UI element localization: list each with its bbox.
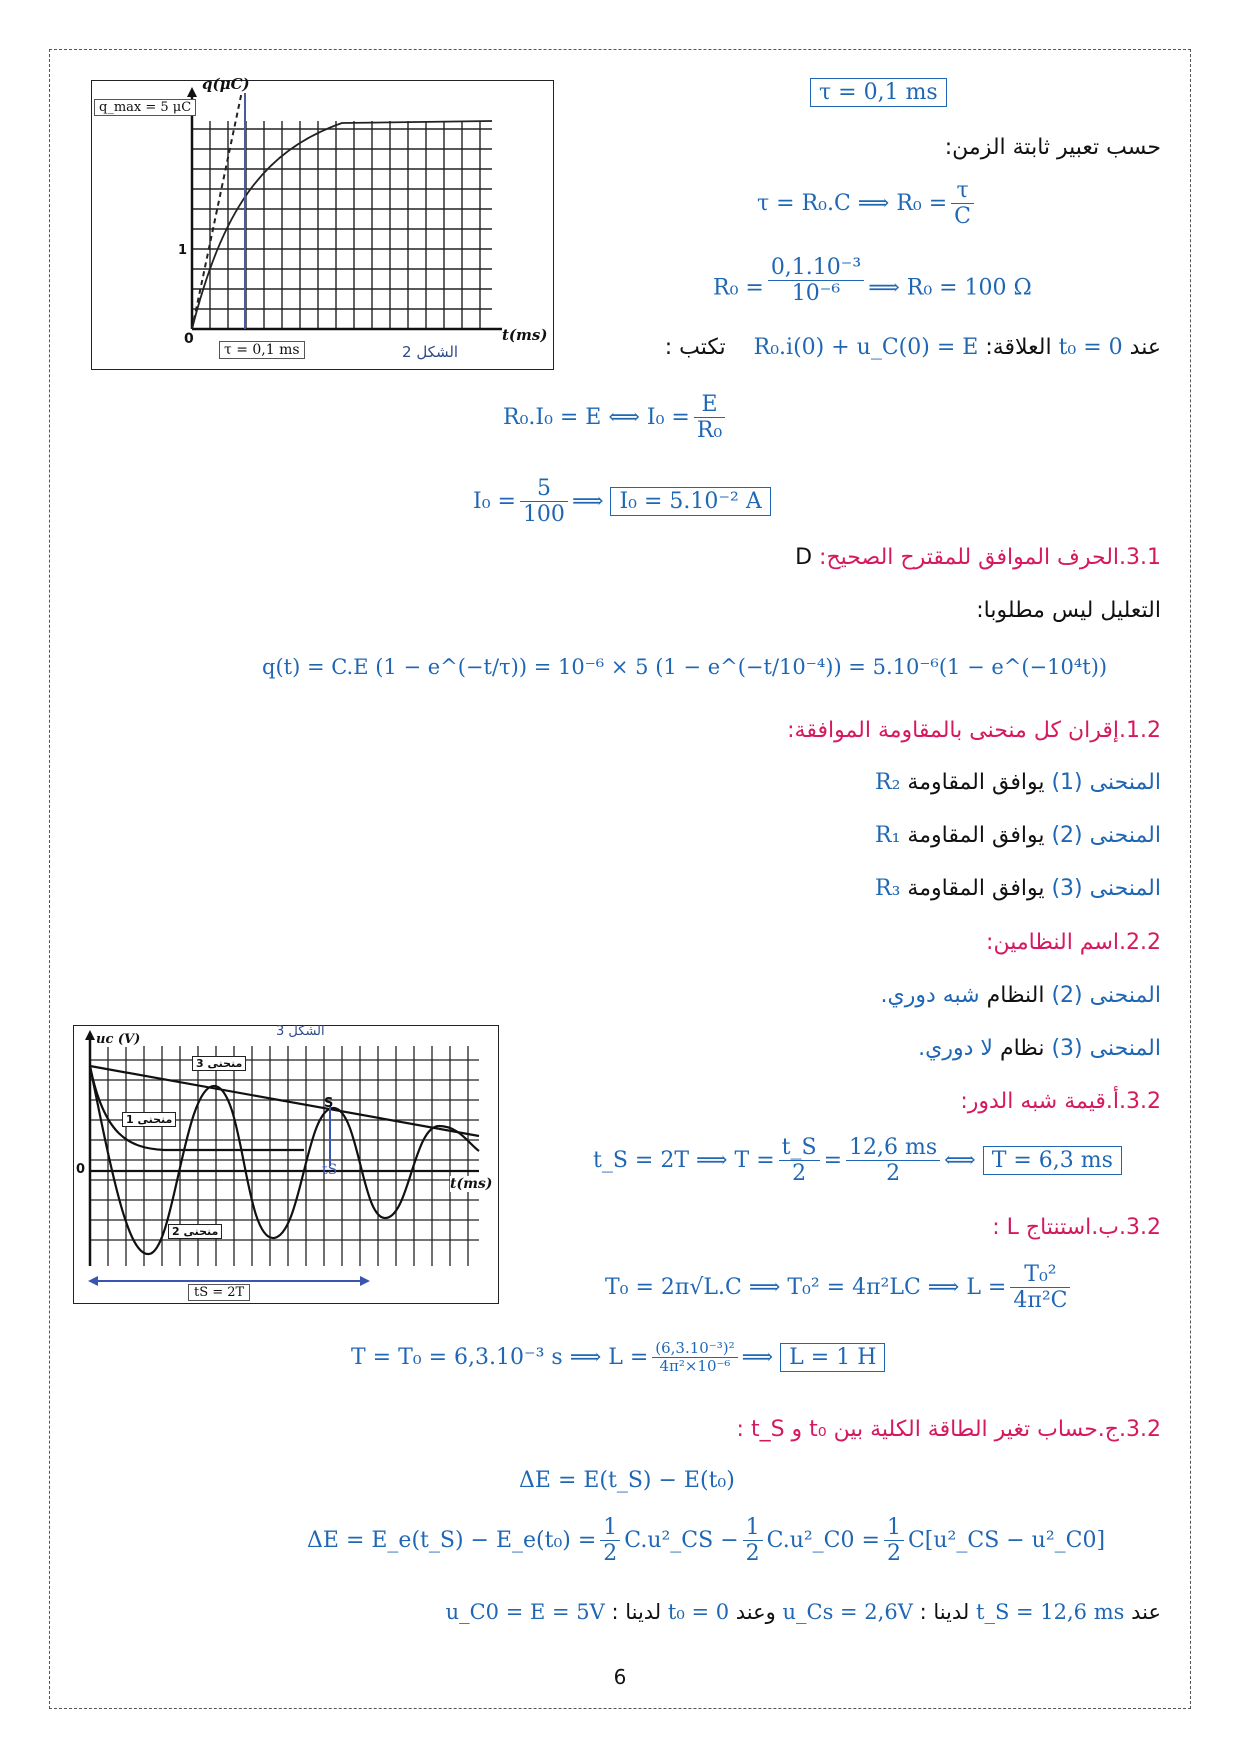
eq-L2 [351, 1340, 885, 1376]
curve2-word: المنحنى [1089, 823, 1161, 848]
eq-L2-box: L = 1 H [780, 1343, 885, 1372]
q12-title: 1.2.إقران كل منحنى بالمقاومة الموافقة: [787, 718, 1161, 743]
eq-r0 [713, 255, 1032, 307]
eq-i0v-arrow: ⟹ [571, 488, 604, 514]
figure-2-qmax: q_max = 5 μC [94, 99, 196, 116]
figure-3-curve1-label: منحنى 1 [122, 1112, 176, 1127]
eq-T-den1: 2 [792, 1161, 807, 1187]
regime2-num: (2) [1051, 983, 1083, 1008]
eq-i0v-box: I₀ = 5.10⁻² A [610, 487, 770, 516]
figure-3-ylabel: uc (V) [96, 1032, 141, 1047]
eq-L1-lhs: T₀ = 2π√L.C ⟹ T₀² = 4π²LC ⟹ L = [605, 1274, 1007, 1300]
relation-suffix: تكتب : [664, 335, 726, 360]
eq-i0v-den: 100 [522, 502, 565, 528]
justification: التعليل ليس مطلوبا: [976, 598, 1161, 623]
last-uc0: u_C0 = E = 5V [445, 1600, 605, 1624]
curve1-word: المنحنى [1089, 770, 1161, 795]
curve1-match [875, 770, 1161, 795]
eq-tau-num: τ [951, 178, 974, 204]
eq-i0v-num: 5 [520, 476, 568, 502]
curve3-num: (3) [1051, 876, 1083, 901]
q32c-title: 3.2.ج.حساب تغير الطاقة الكلية بين t₀ و t_S : [736, 1417, 1161, 1442]
eq-i0v-lhs: I₀ = [473, 488, 516, 514]
figure-2-caption: الشكل 2 [402, 343, 459, 361]
eq-T-num2: 12,6 ms [846, 1135, 940, 1161]
regime3-num: (3) [1051, 1036, 1083, 1061]
figure-3-ts-label: tS = 2T [188, 1284, 250, 1301]
eq-qt: q(t) = C.E (1 − e^(−t/τ)) = 10⁻⁶ × 5 (1 − e^(−t/10⁻⁴)) = 5.10⁻⁶(1 − e^(−10⁴t)) [262, 655, 1108, 679]
last-at: عند [1131, 1600, 1161, 1624]
curve3-matches: يوافق المقاومة [907, 876, 1045, 901]
eq-L1-num: T₀² [1010, 1262, 1070, 1288]
eq-dE2-c: C.u²_C0 = [766, 1527, 880, 1553]
eq-T-eq: = [823, 1147, 842, 1173]
eq-dE2-half-1: 1 [600, 1515, 620, 1541]
eq-dE2-two-3: 2 [886, 1541, 901, 1567]
curve2-matches: يوافق المقاومة [907, 823, 1045, 848]
eq-i0-value [473, 476, 771, 528]
eq-i0-lhs: R₀.I₀ = E ⟺ I₀ = [503, 404, 690, 430]
eq-tau [757, 178, 978, 230]
curve1-r: R₂ [875, 770, 901, 795]
eq-dE2-half-2: 1 [743, 1515, 763, 1541]
eq-T-num1: t_S [779, 1135, 820, 1161]
curve2-r: R₁ [875, 823, 901, 848]
eq-T-lhs: t_S = 2T ⟹ T = [593, 1147, 775, 1173]
tau-result-box: τ = 0,1 ms [810, 78, 947, 107]
eq-L1-den: 4π²C [1013, 1288, 1068, 1314]
relation-line [665, 335, 1161, 360]
relation-t0: t₀ = 0 [1058, 335, 1123, 360]
last-have2: لدينا : [611, 1600, 662, 1624]
curve2-num: (2) [1051, 823, 1083, 848]
eq-T-arrow: ⟺ [944, 1147, 976, 1173]
relation-prefix: عند [1129, 335, 1161, 360]
figure-2-ylabel: q(μC) [202, 75, 250, 93]
figure-3 [73, 1025, 499, 1304]
eq-r0-num: 0,1.10⁻³ [768, 255, 864, 281]
curve3-r: R₃ [875, 876, 901, 901]
eq-T-den2: 2 [886, 1161, 901, 1187]
eq-i0-den: R₀ [696, 418, 723, 444]
eq-i0 [503, 392, 729, 444]
figure-3-xlabel: t(ms) [450, 1176, 493, 1192]
relation-eq: R₀.i(0) + u_C(0) = E [753, 335, 979, 360]
eq-dE2-a: ΔE = E_e(t_S) − E_e(t₀) = [307, 1527, 597, 1553]
figure-3-point-s: S [324, 1096, 334, 1111]
regime3-value: لا دوري. [918, 1036, 993, 1061]
curve1-num: (1) [1051, 770, 1083, 795]
q32b-title: 3.2.ب.استنتاج L : [992, 1215, 1161, 1240]
figure-3-caption: الشكل 3 [276, 1024, 325, 1039]
regime2-curve-word: المنحنى [1089, 983, 1161, 1008]
figure-2-tau: τ = 0,1 ms [219, 341, 305, 359]
eq-r0-rhs: ⟹ R₀ = 100 Ω [868, 275, 1032, 301]
time-constant-intro: حسب تعبير ثابتة الزمن: [944, 135, 1161, 160]
last-ts: t_S = 12,6 ms [976, 1600, 1125, 1624]
eq-T-box: T = 6,3 ms [983, 1146, 1122, 1175]
last-have: لدينا : [919, 1600, 970, 1624]
regime3-curve-word: المنحنى [1089, 1036, 1161, 1061]
curve3-word: المنحنى [1089, 876, 1161, 901]
eq-dE2-two-1: 2 [603, 1541, 618, 1567]
eq-L2-arrow: ⟹ [741, 1344, 774, 1370]
q31-line [795, 545, 1161, 570]
tangent-line [192, 91, 242, 329]
eq-L2-num: (6,3.10⁻³)² [652, 1340, 737, 1358]
q31-title: 3.1.الحرف الموافق للمقترح الصحيح: [819, 545, 1161, 570]
eq-dE2-d: C[u²_CS − u²_C0] [907, 1527, 1106, 1553]
regime2-word: النظام [986, 983, 1045, 1008]
figure-2-xlabel: t(ms) [502, 326, 548, 344]
charge-curve [192, 121, 492, 329]
figure-2-tick-1: 1 [178, 243, 188, 258]
eq-r0-den: 10⁻⁶ [791, 281, 841, 307]
eq-r0-lhs: R₀ = [713, 275, 764, 301]
eq-tau-den: C [954, 204, 971, 230]
eq-dE2-two-2: 2 [745, 1541, 760, 1567]
figure-2-origin: 0 [184, 331, 194, 347]
figure-3-origin: 0 [76, 1162, 86, 1177]
regime3-line [918, 1036, 1161, 1061]
figure-3-graph [74, 1026, 498, 1303]
last-line [446, 1600, 1161, 1624]
figure-3-curve3-label: منحنى 3 [192, 1056, 246, 1071]
last-and: وعند [735, 1600, 776, 1624]
regime2-line [881, 983, 1162, 1008]
eq-tau-lhs: τ = R₀.C ⟹ R₀ = [757, 190, 948, 216]
eq-T [593, 1135, 1122, 1187]
eq-dE2-half-3: 1 [884, 1515, 904, 1541]
figure-3-ts-mark: tS [322, 1162, 338, 1178]
q31-answer: D [795, 545, 813, 570]
eq-L1 [605, 1262, 1074, 1314]
q22-title: 2.2.اسم النظامين: [986, 930, 1161, 955]
eq-dE2-b: C.u²_CS − [624, 1527, 739, 1553]
figure-2-graph [92, 81, 553, 369]
regime3-word: نظام [999, 1036, 1045, 1061]
tau-result [810, 80, 947, 105]
last-ucs: u_Cs = 2,6V [782, 1600, 913, 1624]
last-t0: t₀ = 0 [667, 1600, 730, 1624]
regime2-value: شبه دوري. [880, 983, 980, 1008]
eq-dE2 [307, 1515, 1105, 1567]
eq-L2-lhs: T = T₀ = 6,3.10⁻³ s ⟹ L = [351, 1344, 649, 1370]
curve1-matches: يوافق المقاومة [907, 770, 1045, 795]
figure-2 [91, 75, 554, 370]
curve2-match [875, 823, 1161, 848]
eq-i0-num: E [694, 392, 725, 418]
eq-L2-den: 4π²×10⁻⁶ [659, 1357, 731, 1376]
eq-dE1: ΔE = E(t_S) − E(t₀) [519, 1468, 735, 1493]
curve3-match [875, 876, 1161, 901]
relation-mid: العلاقة: [985, 335, 1052, 360]
figure-3-curve2-label: منحنى 2 [168, 1224, 222, 1239]
q32a-title: 3.2.أ.قيمة شبه الدور: [960, 1089, 1161, 1114]
page-number: 6 [613, 1665, 627, 1689]
